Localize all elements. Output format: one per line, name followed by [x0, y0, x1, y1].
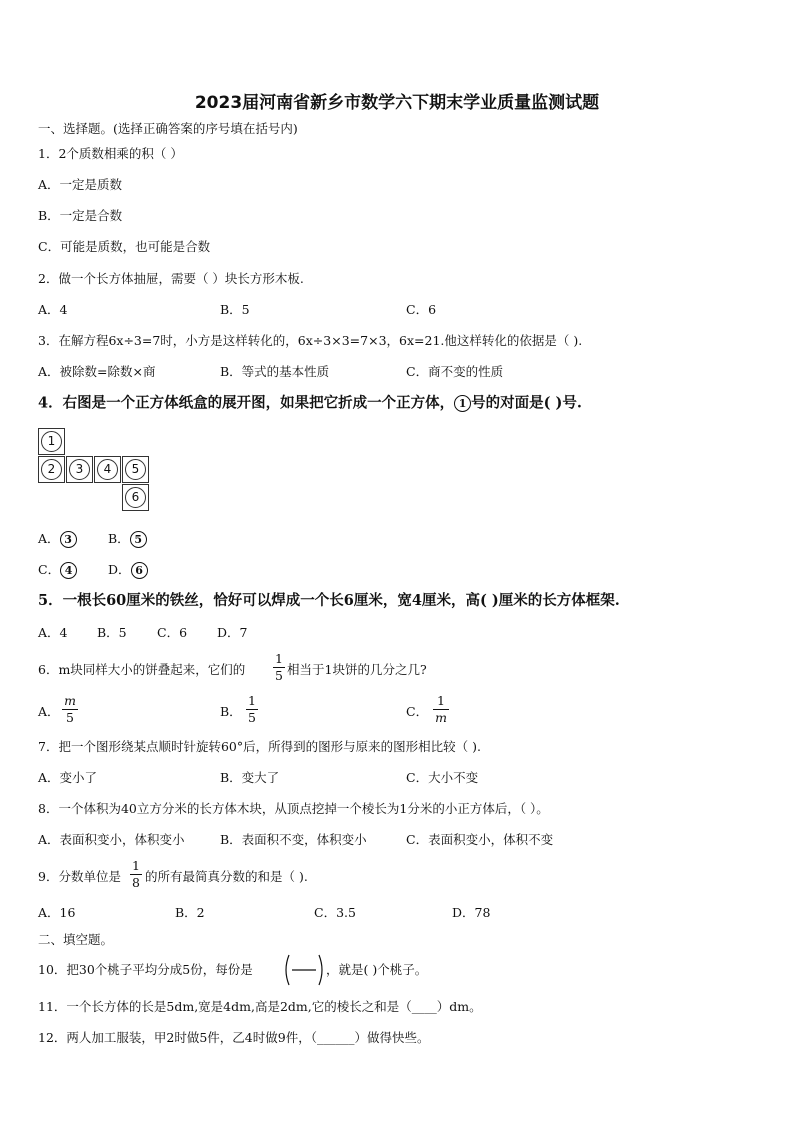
- cube-net-diagram: [38, 428, 154, 514]
- question-12: 12．两人加工服装，甲2时做5件，乙4时做9件，（______）做得快些。: [38, 1030, 430, 1045]
- option-2b: B．5: [220, 302, 250, 317]
- question-5: 5．一根长60厘米的铁丝，恰好可以焊成一个长6厘米，宽4厘米，高( )厘米的长方体框架.: [38, 592, 620, 609]
- net-face-3: 3: [66, 456, 93, 483]
- option-8c: C．表面积变小，体积不变: [406, 832, 554, 847]
- option-9a: A．16: [38, 905, 76, 920]
- circled-number: 1: [454, 395, 471, 412]
- net-face-2: 2: [38, 456, 65, 483]
- option-1b: B．一定是合数: [38, 208, 123, 223]
- question-4-text: 4．右图是一个正方体纸盒的展开图，如果把它折成一个正方体，: [38, 394, 455, 412]
- option-4b: B． 5: [108, 531, 147, 548]
- option-8a: A．表面积变小，体积变小: [38, 832, 185, 847]
- option-6c-label: C．: [406, 704, 429, 719]
- option-4a: A． 3: [38, 531, 77, 548]
- option-5c: C．6: [157, 625, 188, 640]
- option-7a: A．变小了: [38, 770, 98, 785]
- option-7c: C．大小不变: [406, 770, 479, 785]
- option-4d: D． 6: [108, 562, 148, 579]
- option-7b: B．变大了: [220, 770, 280, 785]
- option-6a-fraction: m 5: [62, 694, 78, 725]
- net-face-6: 6: [122, 484, 149, 511]
- option-4c: C． 4: [38, 562, 77, 579]
- question-9-tail: 的所有最简真分数的和是（ ).: [145, 869, 308, 884]
- option-3c: C．商不变的性质: [406, 364, 504, 379]
- option-3b: B．等式的基本性质: [220, 364, 330, 379]
- fraction-1-8: 1 8: [130, 859, 142, 890]
- option-6c-fraction: 1 m: [433, 694, 449, 725]
- option-5a: A．4: [38, 625, 68, 640]
- question-4: [38, 395, 582, 412]
- question-10: 10．把30个桃子平均分成5份，每份是: [38, 962, 253, 977]
- fraction-1-5: 1 5: [273, 652, 285, 683]
- question-4-tail: 号的对面是( )号.: [471, 394, 582, 412]
- question-10-tail: ，就是( )个桃子。: [326, 962, 428, 977]
- question-8: 8．一个体积为40立方分米的长方体木块，从顶点挖掉一个棱长为1分米的小正方体后，（ ）。: [38, 801, 549, 816]
- option-5d: D．7: [217, 625, 248, 640]
- question-1: 1．2个质数相乘的积（ ）: [38, 146, 183, 161]
- option-2a: A．4: [38, 302, 68, 317]
- question-7: 7．把一个图形绕某点顺时针旋转60°后，所得到的图形与原来的图形相比较（ ).: [38, 739, 481, 754]
- page-title: 2023届河南省新乡市数学六下期末学业质量监测试题: [194, 93, 600, 113]
- option-9d: D．78: [452, 905, 491, 920]
- option-1c: C．可能是质数，也可能是合数: [38, 239, 211, 254]
- question-3: 3．在解方程6x÷3=7时，小方是这样转化的，6x÷3×3=7×3，6x=21.他这样转化的依据是（ ).: [38, 333, 583, 348]
- net-face-1: 1: [38, 428, 65, 455]
- option-9c: C．3.5: [314, 905, 356, 920]
- question-6-tail: 相当于1块饼的几分之几?: [287, 662, 427, 677]
- section-heading: 一、选择题。(选择正确答案的序号填在括号内): [38, 121, 298, 136]
- blank-fraction: [283, 953, 325, 987]
- option-1a: A．一定是质数: [38, 177, 123, 192]
- option-6b-label: B．: [220, 704, 242, 719]
- question-2: 2．做一个长方体抽屉，需要（ ）块长方形木板.: [38, 271, 304, 286]
- option-6b-fraction: 1 5: [246, 694, 258, 725]
- question-9: 9．分数单位是: [38, 869, 121, 884]
- option-5b: B．5: [97, 625, 127, 640]
- question-11: 11．一个长方体的长是5dm,宽是4dm,高是2dm,它的棱长之和是（____）dm。: [38, 999, 482, 1014]
- net-face-4: 4: [94, 456, 121, 483]
- option-2c: C．6: [406, 302, 437, 317]
- option-6a-label: A．: [38, 704, 60, 719]
- option-9b: B．2: [175, 905, 205, 920]
- option-3a: A．被除数=除数×商: [38, 364, 156, 379]
- section-heading-2: 二、填空题。: [38, 932, 114, 947]
- net-face-5: 5: [122, 456, 149, 483]
- question-6: 6．m块同样大小的饼叠起来，它们的: [38, 662, 246, 677]
- option-8b: B．表面积不变，体积变小: [220, 832, 367, 847]
